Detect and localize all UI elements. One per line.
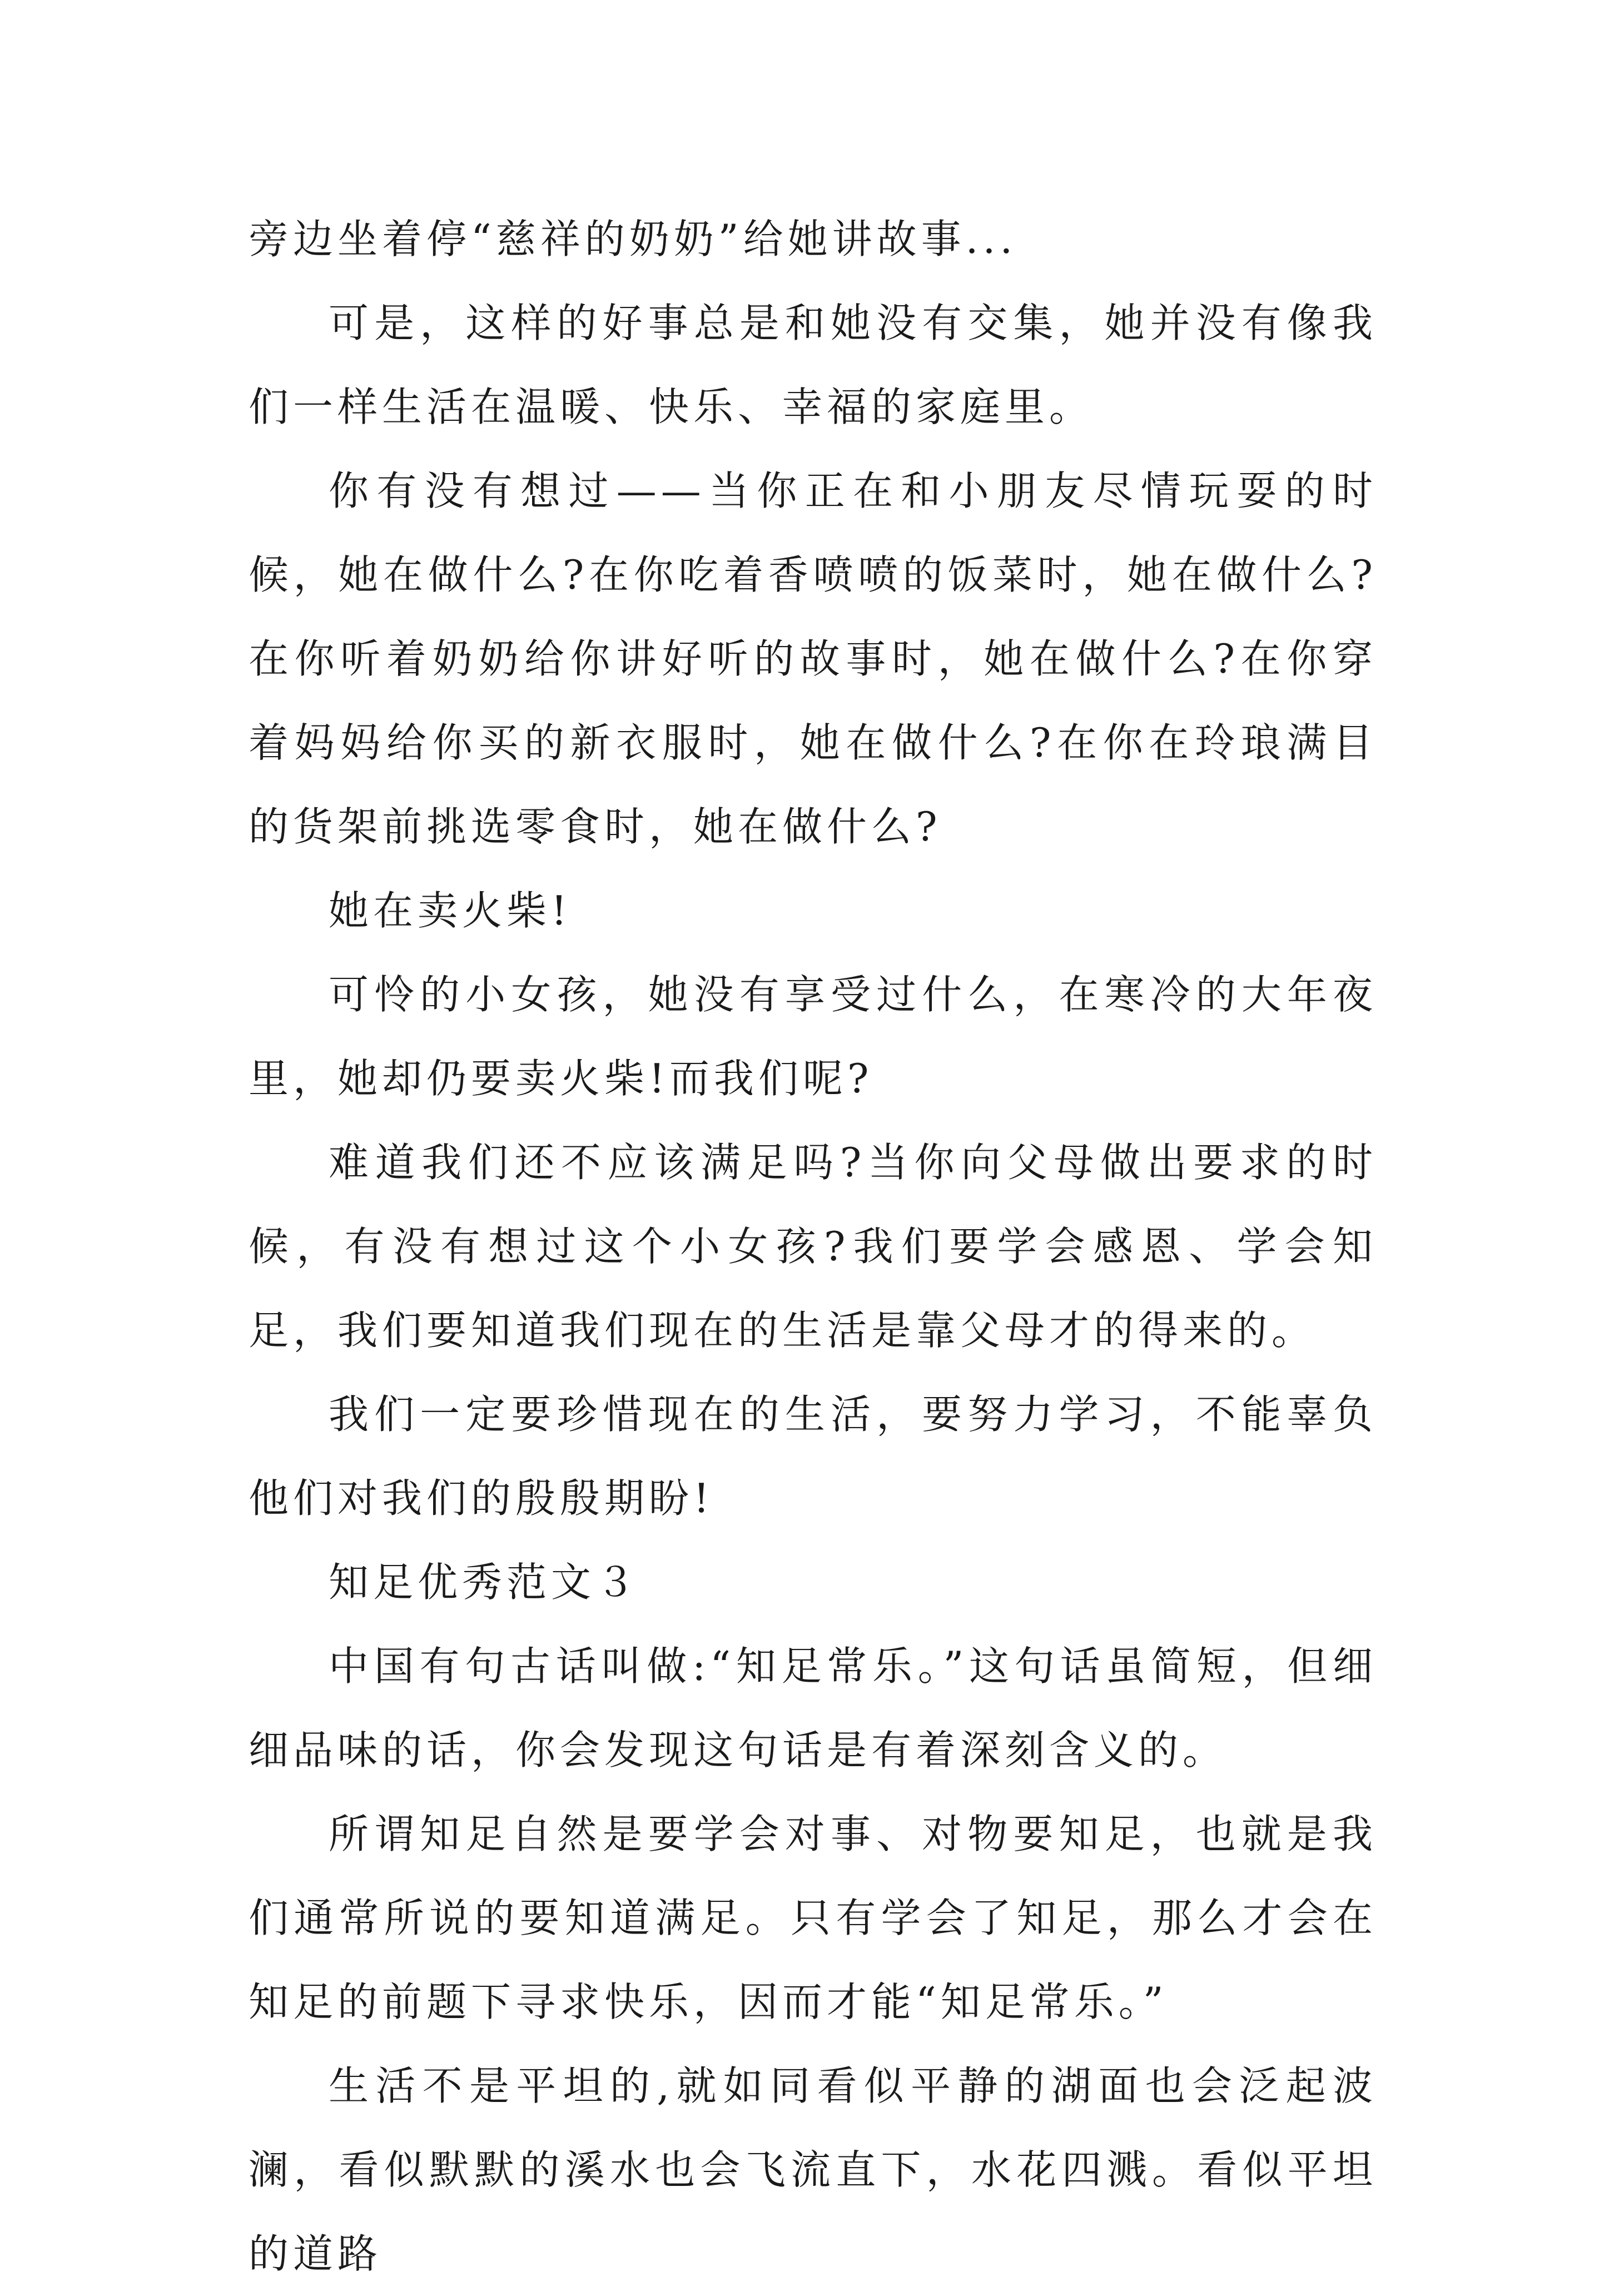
paragraph: 我们一定要珍惜现在的生活，要努力学习，不能辜负他们对我们的殷殷期盼!: [249, 1391, 1377, 1522]
paragraph-continuation: 旁边坐着停“慈祥的奶奶”给她讲故事...: [249, 216, 1017, 262]
paragraph: 她在卖火柴!: [329, 887, 572, 934]
paragraph: 所谓知足自然是要学会对事、对物要知足，也就是我们通常所说的要知道满足。只有学会了知足，那么才会在知足的前题下寻求快乐，因而才能“知足常乐。”: [249, 1811, 1377, 2025]
paragraph: 中国有句古话叫做:“知足常乐。”这句话虽简短，但细细品味的话，你会发现这句话是有着深刻含义的。: [249, 1643, 1377, 1773]
section-heading: 知足优秀范文３: [329, 1559, 640, 1606]
paragraph: 你有没有想过——当你正在和小朋友尽情玩耍的时候，她在做什么?在你吃着香喷喷的饭菜时，她在做什么?在你听着奶奶给你讲好听的故事时，她在做什么?在你穿着妈妈给你买的新衣服时，她在做什么?在你在玲琅满目的货架前挑选零食时，她在做什么?: [249, 468, 1377, 850]
paragraph: 可怜的小女孩，她没有享受过什么，在寒冷的大年夜里，她却仍要卖火柴!而我们呢?: [249, 971, 1377, 1102]
paragraph: 可是，这样的好事总是和她没有交集，她并没有像我们一样生活在温暖、快乐、幸福的家庭里。: [249, 300, 1377, 430]
paragraph: 难道我们还不应该满足吗?当你向父母做出要求的时候，有没有想过这个小女孩?我们要学会感恩、学会知足，我们要知道我们现在的生活是靠父母才的得来的。: [249, 1139, 1377, 1354]
document-body: [249, 197, 1377, 2296]
paragraph: 生活不是平坦的,就如同看似平静的湖面也会泛起波澜，看似默默的溪水也会飞流直下，水花四溅。看似平坦的道路: [249, 2063, 1377, 2277]
